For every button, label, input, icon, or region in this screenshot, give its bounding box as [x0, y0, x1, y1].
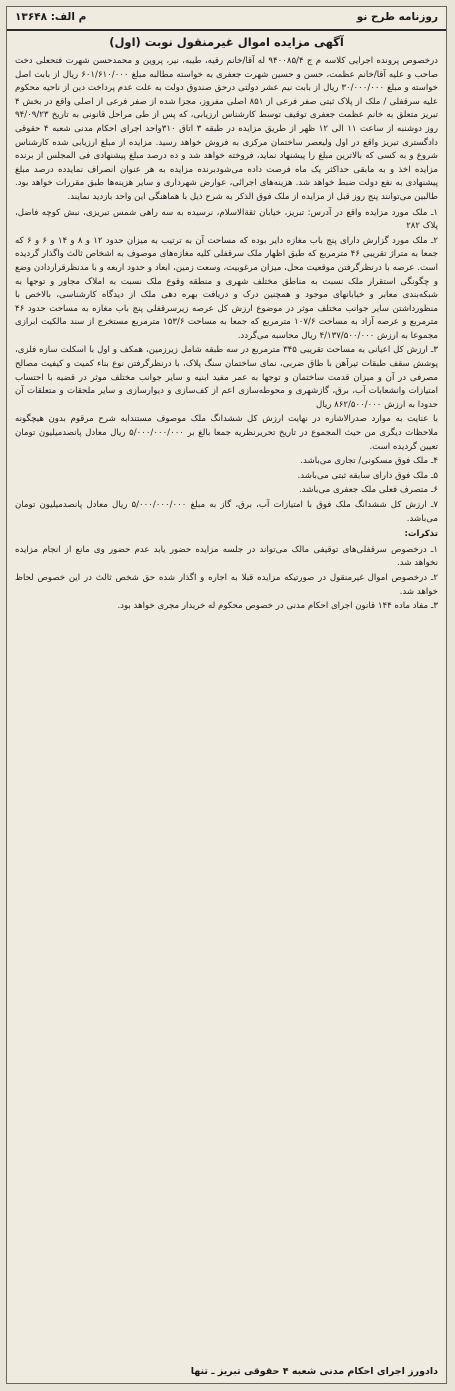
valuation-summary: با عنایت به موارد صدرالاشاره در نهایت ارزش کل ششدانگ ملک موصوف مستندابه شرح مرقوم بدون هیچگونه ملاحظات دیگری من حیث المجموع در تاریخ تحریرنظریه جمعا بالغ بر ۵/۰۰۰/۰۰۰/۰۰۰ ریال معادل پانصدمیلیون تومان تعیین گردیده است. [15, 414, 438, 452]
note-2: ۲ـ درخصوص اموال غیرمنقول در صورتیکه مزایده قبلا به اجاره و اگذار شده حق شخص ثالث در این خصوص لحاظ خواهد شد. [15, 572, 438, 597]
item-6: ۶ـ متصرف فعلی ملک جعفری می‌باشد. [299, 485, 438, 496]
notice-body [15, 55, 438, 1353]
item-2: ۲ـ ملک مورد گزارش دارای پنج باب مغازه دایر بوده که مساحت آن به ترتیب به میزان حدود ۱۲ و ۸ و ۱۴ و ۶ و ۶ که جمعا به متراژ تقریبی ۴۶ مترمربع که طبق اظهار ملک سرقفلی کلیه مغازه‌های موصوف به اشخاص ثالث واگذار گردیده است. عرصه با درنظرگرفتن موقعیت محل، میزان مرغوبیت، وسعت زمین، ابعاد و حدود اربعه و با مدنظرقراردادن وضع و چگونگی استقرار ملک نسبت به مناطق مختلف شهری و منطقه وقوع ملک نسبت به املاک مجاور و توجها به شبکه‌بندی معابر و خیابانهای موجود و همچنین درک و دریافت بهره دهی ملک از دیدگاه کارشناسی، بالاخص با منظورداشتن سایر جوانب مختلف موثر در موضوع ارزش کل عرصه زیرسرقفلی پنج باب مغازه به مساحت حدود ۴۶ مترمربع و عرصه آزاد به مساحت ۱۰۷/۶ مترمربع که جمعا به مساحت ۱۵۳/۶ مترمربع مستخرج از سند مالکیت ابرازی مجموعا به ارزش ۴/۱۳۷/۵۰۰/۰۰۰ ریال محاسبه می‌گردد. [15, 235, 438, 341]
item-4: ۴ـ ملک فوق مسکونی/ تجاری می‌باشد. [300, 456, 438, 467]
item-1: ۱ـ ملک مورد مزایده واقع در آدرس: تبریز، خیابان ثقةالاسلام، نرسیده به سه راهی شمس تبریزی، نبش کوچه فاضل، پلاک ۲۸۲ [15, 207, 438, 232]
masthead [7, 7, 446, 31]
item-7: ۷ـ ارزش کل ششدانگ ملک فوق با امتیازات آب، برق، گاز به مبلغ ۵/۰۰۰/۰۰۰/۰۰۰ ریال معادل پانصدمیلیون تومان می‌باشد. [15, 500, 439, 524]
signature-line: دادورز اجرای احکام مدنی شعبه ۴ حقوقی تبریز ـ تنها [190, 1366, 438, 1377]
notice-title: آگهی مزایده اموال غیرمنقول نوبت (اول) [109, 35, 344, 49]
notes-heading: تذکرات: [404, 529, 438, 540]
ad-reference-number: م الف: ۱۳۶۴۸ [15, 11, 87, 23]
numbered-items [15, 207, 438, 527]
publication-name: روزنامه طرح نو [356, 11, 438, 23]
newspaper-clipping [6, 6, 447, 1384]
intro-paragraph: درخصوص پرونده اجرایی کلاسه م ج ۹۴۰۰۸۵/۴ له آقا/خانم رقیه، طیبه، نیر، پروین و محمدحسن شهرت فتحعلی دخت صاحب و علیه آقا/خانم عظمت، حسن و حسین شهرت جعفری به خواسته مطالبه مبلغ ۶۰۱/۶۱۰/۰۰۰ ریال از بابت اصل خواسته و مبلغ ۳۰/۰۰۰/۰۰۰ ریال از بابت نیم عشر دولتی درحق صندوق دولت به علت عدم پرداخت دین از ناحیه محکوم علیه سرقفلی / ملک از پلاک ثبتی صفر فرعی از ۸۵۱ اصلی مفروز، مجزا شده از صفر فرعی از اصلی واقع در بخش ۴ تبریز متعلق به خانم عظمت جعفری توقیف توسط کارشناس ارزیابی، که پس از طی مراحل قانونی به تاریخ ۹۴/۰۹/۲۳ روز دوشنبه از ساعت ۱۱ الی ۱۲ ظهر از طریق مزایده در طبقه ۳ اتاق ۳۱۰واحد اجرای احکام مدنی شعبه ۴ حقوقی دادگستری تبریز واقع در اول ولیعصر ساختمان مرکزی به فروش خواهد رسید. مزایده از مبلغ ارزیابی شده کارشناس شروع و به کسی که بالاترین مبلغ را پیشنهاد نماید، فروخته خواهد شد و ده درصد مبلغ پیشنهادی فی المجلس از برنده مزایده اخذ و به مابقی حداکثر یک ماه فرصت داده می‌شودبرنده مزایده به هر عنوان انصراف نمایدده درصد مبلغ پیشنهادی به نفع دولت ضبط خواهد شد. هزینه‌های اجرائی، عوارض شهرداری و سایر هزینه‌ها طبق مقررات خواهد بود. طالبین می‌توانند پنج روز قبل از مزایده از ملک فوق الذکر به شرح ذیل با هماهنگی این واحد بازدید نمایند. [15, 56, 438, 202]
note-1: ۱ـ درخصوص سرقفلی‌های توقیفی مالک می‌تواند در جلسه مزایده حضور یابد عدم حضور وی مانع از انجام مزایده نخواهد شد. [15, 544, 438, 569]
item-5: ۵ـ ملک فوق دارای سابقه ثبتی می‌باشد. [297, 470, 438, 481]
item-3: ۳ـ ارزش کل اعیانی به مساحت تقریبی ۳۴۵ مترمربع در سه طبقه شامل زیرزمین، همکف و اول با اسکلت سازه فلزی، پوشش سقف طبقات تیرآهن با طاق ضربی، نمای ساختمان سنگ پلاک، با درنظرگرفتن نوع بناء کمیت و کیفیت مصالح مصرفی در آن و میزان قدمت ساختمان و توجها به عمر مفید ابنیه و سایر جوانب مختلف موثر در قضیه با احتساب امتیازات وانشعابات آب، برق، گازشهری و محوطه‌سازی اعم از کف‌سازی و دیوارسازی و سایر ملحقات و متعلقات آن حدودا به ارزش ۸۶۲/۵۰۰/۰۰۰ ریال [15, 345, 438, 410]
note-3: ۳ـ مفاد ماده ۱۴۴ قانون اجرای احکام مدنی در خصوص محکوم له خریدار مجری خواهد بود. [117, 601, 438, 612]
notes-list [15, 544, 438, 614]
